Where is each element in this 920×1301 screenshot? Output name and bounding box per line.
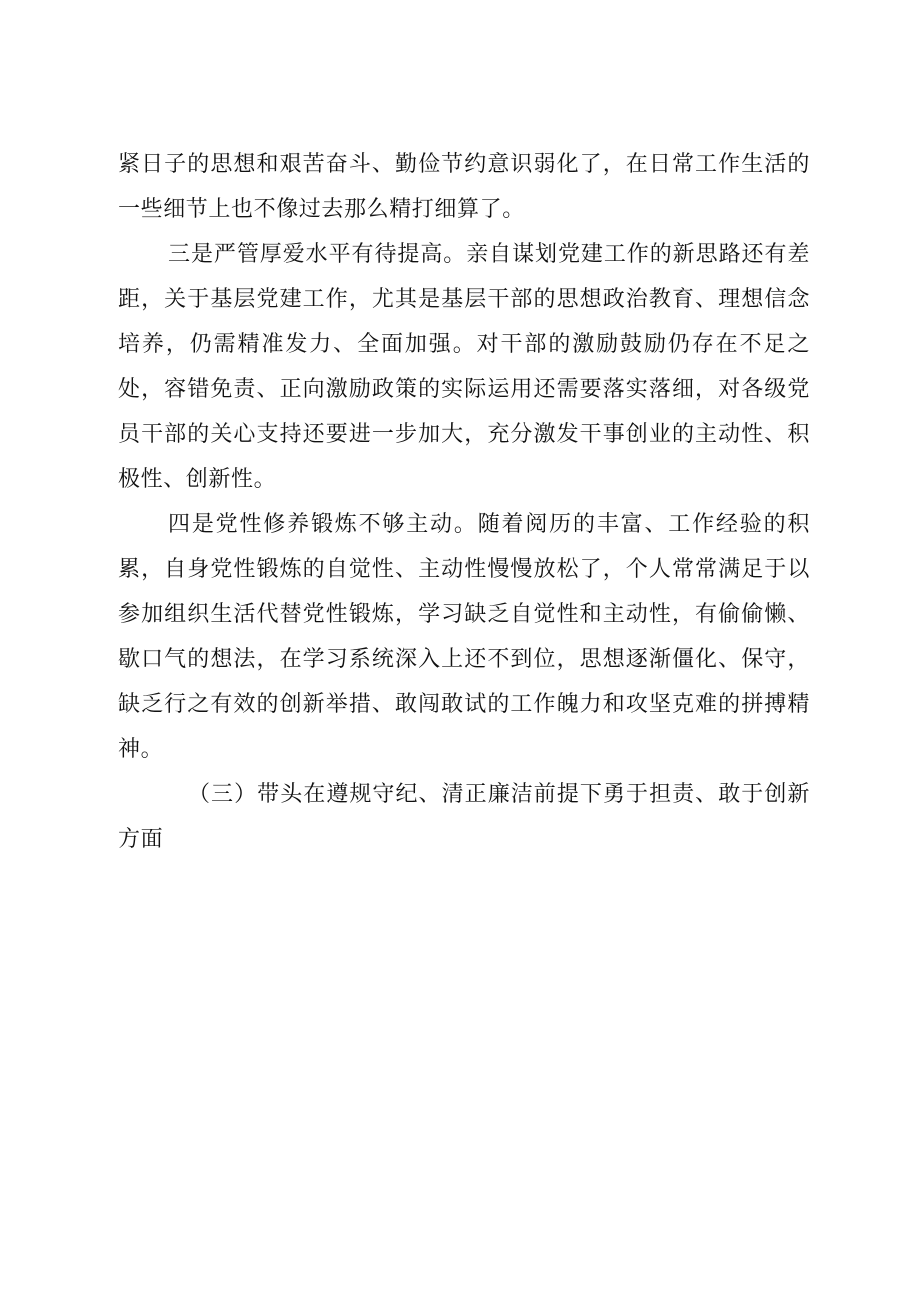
paragraph-point-four: 四是党性修养锻炼不够主动。随着阅历的丰富、工作经验的积累，自身党性锻炼的自觉性、主动性慢慢放松了，个人常常满足于以参加组织生活代替党性锻炼，学习缺乏自觉性和主动性，有偷偷懒、歇口气的想法，在学习系统深入上还不到位，思想逐渐僵化、保守，缺乏行之有效的创新举措、敢闯敢试的工作魄力和攻坚克难的拼搏精神。 <box>118 512 810 762</box>
paragraph-continuation: 紧日子的思想和艰苦奋斗、勤俭节约意识弱化了，在日常工作生活的一些细节上也不像过去那么精打细算了。 <box>118 152 810 222</box>
paragraph-point-three: 三是严管厚爱水平有待提高。亲自谋划党建工作的新思路还有差距，关于基层党建工作，尤其是基层干部的思想政治教育、理想信念培养，仍需精准发力、全面加强。对干部的激励鼓励仍存在不足之处，容错免责、正向激励政策的实际运用还需要落实落细，对各级党员干部的关心支持还要进一步加大，充分激发干事创业的主动性、积极性、创新性。 <box>118 242 810 492</box>
section-heading-three: （三）带头在遵规守纪、清正廉洁前提下勇于担责、敢于创新方面 <box>118 782 810 852</box>
document-body <box>118 142 810 862</box>
